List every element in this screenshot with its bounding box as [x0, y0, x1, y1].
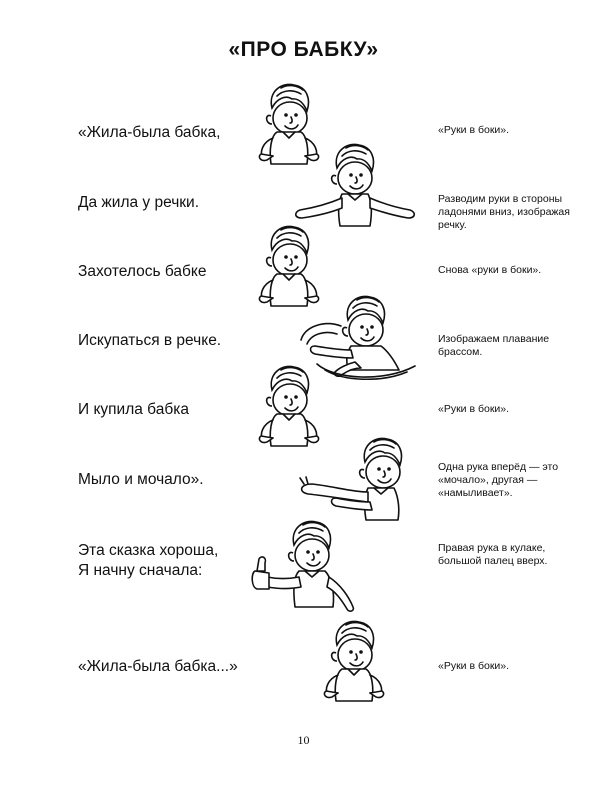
instruction-note: Разводим руки в стороны ладонями вниз, изображая речку.: [438, 193, 570, 231]
boy-arms-spread-illustration: [292, 140, 420, 228]
verse-line: Я начну сначала:: [78, 562, 203, 579]
instruction-note: Изображаем плавание брассом.: [438, 333, 550, 358]
page-title: «ПРО БАБКУ»: [228, 38, 379, 61]
verse-line: Да жила у речки.: [78, 194, 200, 211]
verse-line: Искупаться в речке.: [78, 332, 222, 349]
verse-line: И купила бабка: [78, 401, 189, 418]
instruction-note: Снова «руки в боки».: [438, 264, 542, 276]
boy-thumb-up-illustration: [245, 515, 365, 615]
instruction-note: Одна рука вперёд — это «мочало», другая — «намыливает».: [438, 461, 559, 499]
verse-line: Мыло и мочало».: [78, 471, 204, 488]
instruction-note: Правая рука в кулаке, большой палец вверх.: [438, 542, 548, 567]
instruction-note: «Руки в боки».: [438, 403, 510, 415]
verse-line: Эта сказка хороша,: [78, 542, 219, 559]
page-number: 10: [297, 733, 310, 747]
instruction-note: «Руки в боки».: [438, 124, 510, 136]
verse-line: «Жила-была бабка...»: [78, 658, 238, 675]
verse-line: «Жила-была бабка,: [78, 124, 221, 141]
boy-washing-illustration: [292, 432, 422, 524]
verse-line: Захотелось бабке: [78, 263, 207, 280]
instruction-note: «Руки в боки».: [438, 660, 510, 672]
boy-hands-on-hips-illustration: [320, 617, 390, 705]
